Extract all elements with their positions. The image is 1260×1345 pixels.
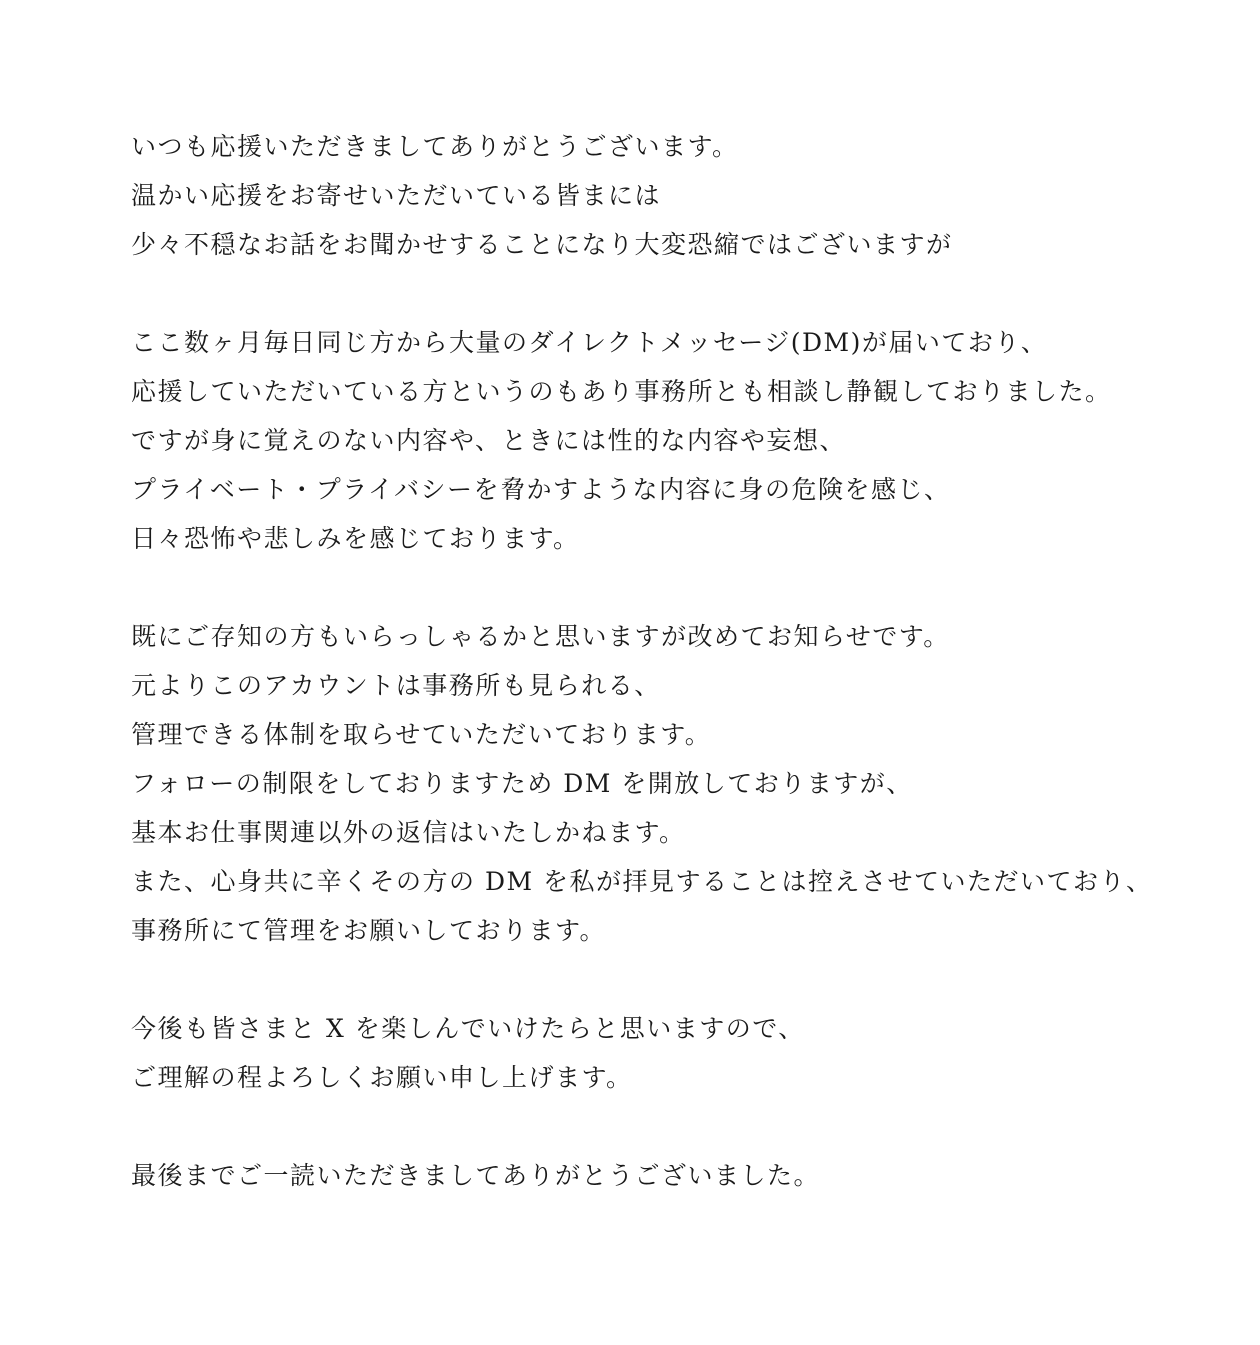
text-line: フォローの制限をしておりますため DM を開放しておりますが、 — [131, 769, 913, 798]
text-line: 基本お仕事関連以外の返信はいたしかねます。 — [131, 818, 686, 847]
text-line: 管理できる体制を取らせていただいております。 — [131, 720, 712, 749]
text-line: 元よりこのアカウントは事務所も見られる、 — [131, 671, 661, 700]
text-line: 既にご存知の方もいらっしゃるかと思いますが改めてお知らせです。 — [131, 622, 950, 651]
text-line: 事務所にて管理をお願いしております。 — [131, 916, 607, 945]
text-line: 応援していただいている方というのもあり事務所とも相談し静観しておりました。 — [131, 377, 1112, 406]
text-line: 温かい応援をお寄せいただいている皆まには — [131, 181, 662, 210]
text-line: いつも応援いただきましてありがとうございます。 — [131, 132, 739, 161]
text-line: 日々恐怖や悲しみを感じております。 — [131, 524, 580, 553]
text-line: ですが身に覚えのない内容や、ときには性的な内容や妄想、 — [131, 426, 847, 455]
paragraph-announcement — [131, 612, 1231, 955]
text-line: 少々不穏なお話をお聞かせすることになり大変恐縮ではございますが — [131, 230, 953, 259]
text-line: 最後までご一読いただきましてありがとうございました。 — [131, 1161, 821, 1190]
paragraph-greeting — [131, 122, 1231, 269]
text-line: ご理解の程よろしくお願い申し上げます。 — [131, 1063, 633, 1092]
notice-document — [131, 122, 1231, 1249]
text-line: また、心身共に辛くその方の DM を私が拝見することは控えさせていただいており、 — [131, 867, 1153, 896]
text-line: プライベート・プライバシーを脅かすような内容に身の危険を感じ、 — [131, 475, 951, 504]
text-line: ここ数ヶ月毎日同じ方から大量のダイレクトメッセージ(DM)が届いており、 — [131, 328, 1048, 357]
text-line: 今後も皆さまと X を楽しんでいけたらと思いますので、 — [131, 1014, 805, 1043]
paragraph-closing — [131, 1151, 1231, 1200]
paragraph-request — [131, 1004, 1231, 1102]
paragraph-situation — [131, 318, 1231, 563]
